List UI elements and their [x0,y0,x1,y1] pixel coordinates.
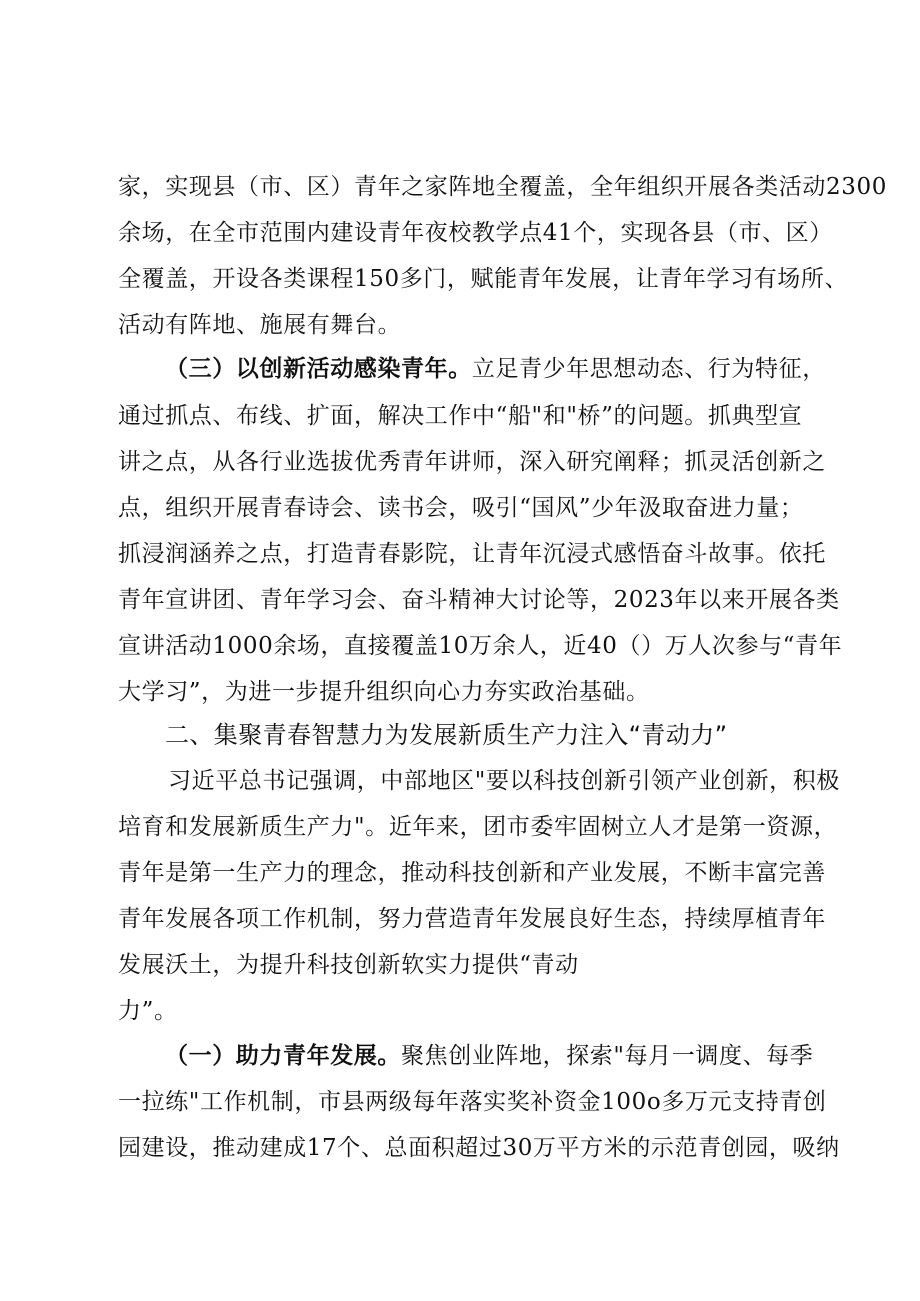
paragraph-line: 园建设，推动建成17个、总面积超过30万平方米的示范青创园，吸纳 [118,1135,840,1161]
paragraph-line: 青年宣讲团、青年学习会、奋斗精神大讨论等，2023年以来开展各类 [118,587,840,613]
paragraph-line: 全覆盖，开设各类课程150多门，赋能青年发展，让青年学习有场所、 [118,266,849,292]
section-one-lead: （一）助力青年发展。 [165,1042,401,1069]
section-three-lead: （三）以创新活动感染青年。 [165,355,472,382]
paragraph-line: 一拉练"工作机制，市县两级每年落实奖补资金100o多万元支持青创 [118,1089,827,1115]
paragraph-line: 力”。 [118,998,178,1024]
section-heading: 二、集聚青春智慧力为发展新质生产力注入“青动力” [165,721,728,749]
paragraph-line: 余场，在全市范围内建设青年夜校教学点41个，实现各县（市、区） [118,220,833,246]
paragraph-line: 抓浸润涵养之点，打造青春影院，让青年沉浸式感悟奋斗故事。依托 [118,541,826,567]
paragraph-line: 活动有阵地、施展有舞台。 [118,312,402,338]
paragraph-line: 培育和发展新质生产力"。近年来，团市委牢固树立人才是第一资源， [118,814,838,840]
paragraph-line: 家，实现县（市、区）青年之家阵地全覆盖，全年组织开展各类活动2300 [118,174,887,200]
section-three-first-line [165,354,826,384]
paragraph-line: 青年发展各项工作机制，努力营造青年发展良好生态，持续厚植青年 [118,906,826,932]
paragraph-line: 讲之点，从各行业选拔优秀青年讲师，深入研究阐释；抓灵活创新之 [118,449,826,475]
paragraph-line: 点，组织开展青春诗会、读书会，吸引“国风”少年汲取奋进力量； [118,495,804,521]
paragraph-line: 大学习”，为进一步提升组织向心力夯实政治基础。 [118,679,650,705]
section-one-lead-rest: 聚焦创业阵地，探索"每月一调度、每季 [401,1043,814,1069]
section-three-lead-rest: 立足青少年思想动态、行为特征， [471,356,826,382]
paragraph-line: 青年是第一生产力的理念，推动科技创新和产业发展，不断丰富完善 [118,860,826,886]
paragraph-line: 习近平总书记强调，中部地区"要以科技创新引领产业创新，积极 [168,768,840,794]
paragraph-line: 宣讲活动1000余场，直接覆盖10万余人，近40（）万人次参与“青年 [118,633,843,659]
paragraph-line: 发展沃土，为提升科技创新软实力提供“青动 [118,952,579,978]
section-one-first-line [165,1041,813,1071]
paragraph-line: 通过抓点、布线、扩面，解决工作中“船"和"桥”的问题。抓典型宣 [118,403,803,429]
